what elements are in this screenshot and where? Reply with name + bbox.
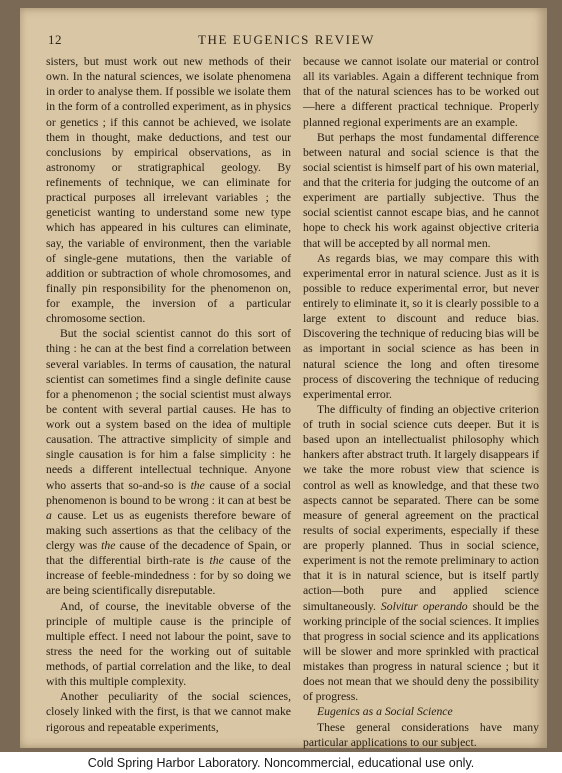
emphasis: the	[190, 478, 205, 492]
paragraph: And, of course, the inevitable obverse of the principle of multiple cause is the principle of multiple effect. I need not labour the point, save to stress the need for the working out of suitable methods, of partial correlation and the like, to deal with this multiple complexity.	[46, 599, 291, 689]
paragraph: sisters, but must work out new methods of their own. In the natural sciences, we isolate phenomena in order to analyse them. If possible we isolate them in the form of a controlled experiment, as in physics or genetics ; if this cannot be achieved, we isolate them in thought, make deductions, and test our conclusions by empirical observations, as in astronomy or stratigraphical geology. By refinements of technique, we can eliminate for practical purposes all irrelevant variables ; the geneticist wanting to understand some new type which has appeared in his cultures can eliminate, say, the variable of environment, then the variable of single-gene mutations, then the variable of addition or subtraction of whole chromosomes, and finally pin responsibility for the phenomenon on, for example, the inversion of a particular chromosome section.	[46, 55, 291, 326]
page-number: 12	[48, 32, 62, 47]
archive-credit-footer: Cold Spring Harbor Laboratory. Noncommercial, educational use only.	[0, 753, 562, 773]
paragraph: The difficulty of finding an objective criterion of truth in social science cuts deeper. But it is based upon an intellectualist philosophy which hankers after abstract truth. It largely disappears if we take the more robust view that science is control as well as knowledge, and that these two aspects cannot be separated. There can be some measure of general agreement on the practical results of social experiments, especially if these are properly planned. Thus in social science, experiment is not the remote preliminary to action that it is in natural science, but is itself partly action—both pure and applied science simultaneously. Solvitur operando should be the working principle of the social sciences. It implies that progress in social science and its applications will be slower and more sprinkled with practical mistakes than progress in natural science ; but it does not mean that we should deny the possibility of progress.	[303, 402, 539, 704]
paragraph: Another peculiarity of the social sciences, closely linked with the first, is that we cannot make rigorous and repeatable experiments,	[46, 690, 291, 734]
emphasis: the	[101, 539, 116, 552]
journal-page	[20, 8, 547, 748]
paragraph: As regards bias, we may compare this with experimental error in natural science. Just as it is possible to reduce experimental error, but never entirely to eliminate it, so it is clearly possible to a large extent to discount and reduce bias. Discovering the technique of reducing bias will be as important in social science as has been in natural science the long and often tiresome process of discovering the technique of reducing experimental error.	[303, 251, 539, 401]
paragraph: But perhaps the most fundamental difference between natural and social science is that the social scientist is himself part of his own material, and that the criteria for judging the outcome of an experiment are partially subjective. Thus the social scientist cannot escape bias, and he cannot hope to check his work against objective criteria that will be accepted by all normal men.	[303, 130, 539, 250]
running-head: THE EUGENICS REVIEW	[198, 32, 375, 47]
page-header	[48, 32, 538, 52]
emphasis: a	[46, 508, 52, 522]
left-column	[46, 54, 291, 735]
emphasis: Solvitur operando	[380, 599, 468, 613]
section-heading: Eugenics as a Social Science	[317, 705, 453, 719]
paragraph: But the social scientist cannot do this sort of thing : he can at the best find a correlation between several variables. In terms of causation, the natural scientist can sometimes find a single definite cause for a phenomenon ; the social scientist must always be content with several partial causes. He has to work out a system based on the idea of multiple causation. The attractive simplicity of simple and single causation is for him a false simplicity : he needs a different intellectual technique. Anyone who asserts that so-and-so is the cause of a social phenomenon is bound to be wrong : it can at best be a cause. Let us as eugenists therefore beware of making such assertions as that the celibacy of the clergy was the cause of the decadence of Spain, or that the differential birth-rate is the cause of the increase of feeble-mindedness : for by so doing we are being scientifically disreputable.	[46, 327, 292, 598]
right-column	[303, 54, 539, 750]
paragraph: because we cannot isolate our material or control all its variables. Again a different technique from that of the natural sciences has to be worked out—here a different practical technique. Properly planned regional experiments are an example.	[303, 55, 539, 129]
emphasis: the	[209, 554, 224, 568]
paragraph: These general considerations have many particular applications to our subject.	[303, 720, 539, 749]
